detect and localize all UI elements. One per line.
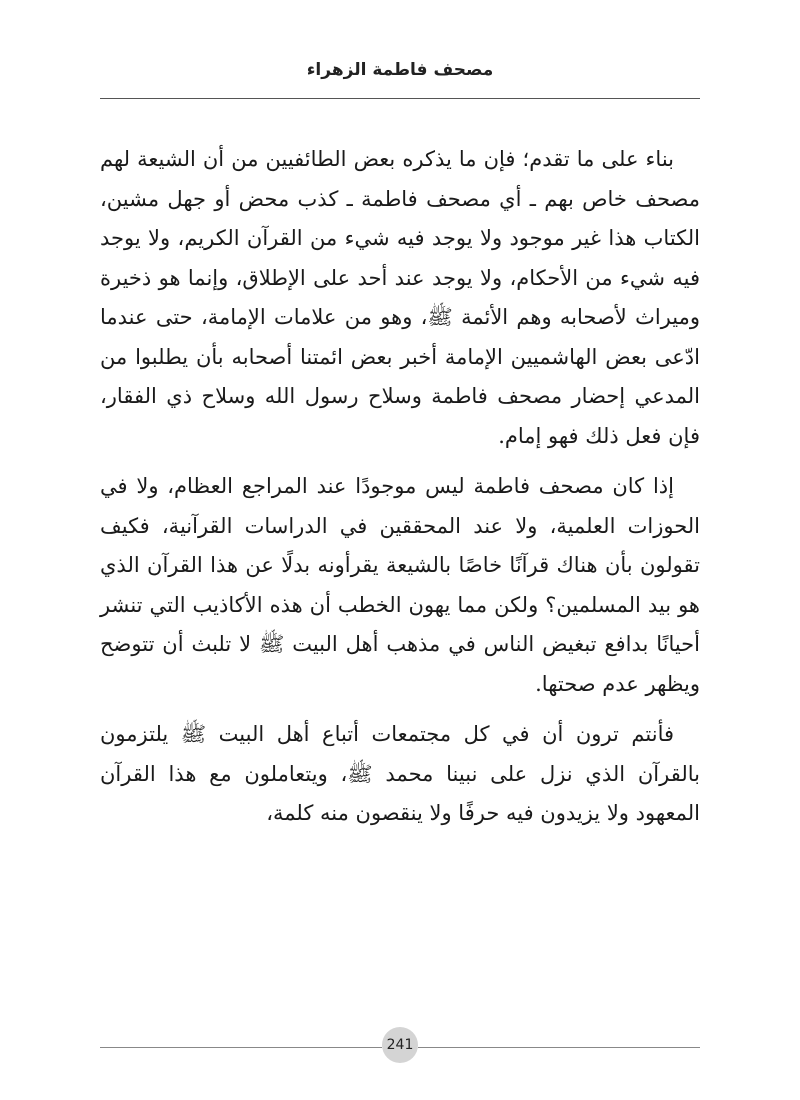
paragraph: بناء على ما تقدم؛ فإن ما يذكره بعض الطائفيين من أن الشيعة لهم مصحف خاص بهم ـ أي مصحف فاطمة ـ كذب محض أو جهل مشين، الكتاب هذا غير موجود ولا يوجد فيه شيء من القرآن الكريم، ولا يوجد فيه شيء من الأحكام، ولا يوجد عند أحد على الإطلاق، وإنما هو ذخيرة وميراث لأصحابه وهم الأئمة ﷺ، وهو من علامات الإمامة، حتى عندما ادّعى بعض الهاشميين الإمامة أخبر بعض ائمتنا أصحابه بأن يطلبوا من المدعي إحضار مصحف فاطمة وسلاح رسول الله وسلاح ذي الفقار، فإن فعل ذلك فهو إمام.	[100, 147, 700, 448]
page-number-badge: 241	[382, 1027, 418, 1063]
footer-divider-left	[100, 1047, 382, 1048]
running-header: مصحف فاطمة الزهراء	[306, 60, 494, 80]
page-body	[100, 140, 700, 845]
footer-divider-right	[418, 1047, 700, 1048]
header-divider	[100, 98, 700, 99]
paragraph: فأنتم ترون أن في كل مجتمعات أتباع أهل البيت ﷺ يلتزمون بالقرآن الذي نزل على نبينا محمد ﷺ، ويتعاملون مع هذا القرآن المعهود ولا يزيدون فيه حرفًا ولا ينقصون منه كلمة،	[100, 722, 700, 825]
paragraph: إذا كان مصحف فاطمة ليس موجودًا عند المراجع العظام، ولا في الحوزات العلمية، ولا عند المحققين في الدراسات القرآنية، فكيف تقولون بأن هناك قرآنًا خاصًا بالشيعة يقرأونه بدلًا عن هذا القرآن الذي هو بيد المسلمين؟ ولكن مما يهون الخطب أن هذه الأكاذيب التي تنشر أحيانًا بدافع تبغيض الناس في مذهب أهل البيت ﷺ لا تلبث أن تتوضح ويظهر عدم صحتها.	[100, 474, 700, 696]
